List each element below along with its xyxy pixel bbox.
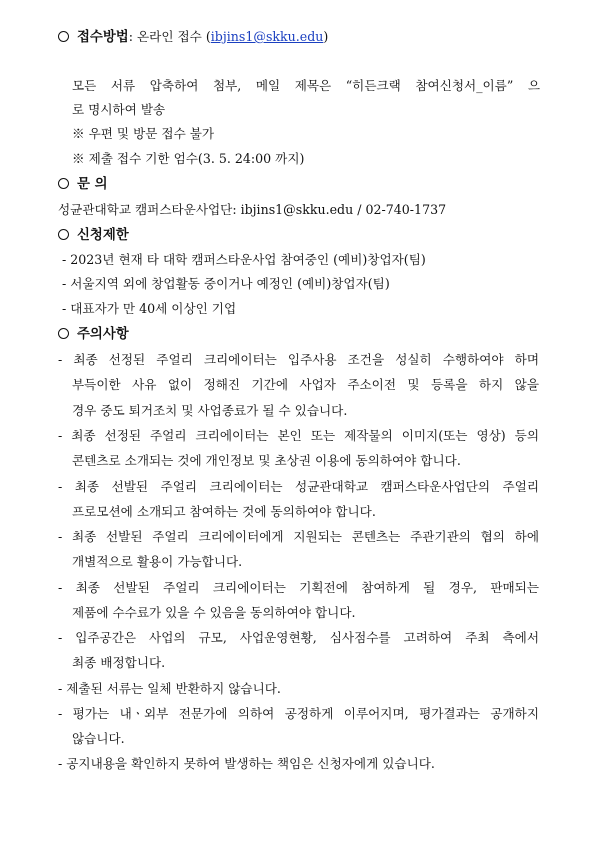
method-heading-suffix: : 온라인 접수 ( — [128, 29, 211, 44]
caution-item: - 최종 선정된 주얼리 크리에이터는 입주사용 조건을 성실히 수행하여야 하며 — [58, 352, 539, 367]
restriction-item: - 2023년 현재 타 대학 캠퍼스타운사업 참여중인 (예비)창업자(팀) — [62, 252, 426, 267]
caution-item: - 최종 선발된 주얼리 크리에이터에게 지원되는 콘텐츠는 주관기관의 협의 하에 — [58, 529, 539, 544]
method-body-line2: 로 명시하여 발송 — [72, 102, 166, 117]
hollow-circle-bullet-icon — [58, 178, 69, 189]
restriction-item: - 서울지역 외에 창업활동 중이거나 예정인 (예비)창업자(팀) — [62, 276, 390, 291]
caution-item: - 평가는 내ㆍ외부 전문가에 의하여 공정하게 이루어지며, 평가결과는 공개하지 — [58, 706, 539, 721]
caution-heading-line — [58, 326, 129, 342]
caution-item-cont: 제품에 수수료가 있을 수 있음을 동의하여야 합니다. — [72, 605, 356, 620]
caution-item-cont: 프로모션에 소개되고 참여하는 것에 동의하여야 합니다. — [72, 504, 376, 519]
restriction-item: - 대표자가 만 40세 이상인 기업 — [62, 301, 237, 316]
caution-item-cont: 경우 중도 퇴거조치 및 사업종료가 될 수 있습니다. — [72, 403, 348, 418]
restriction-heading: 신청제한 — [77, 227, 129, 243]
caution-item: - 최종 선발된 주얼리 크리에이터는 성균관대학교 캠퍼스타운사업단의 주얼리 — [58, 479, 539, 494]
caution-item-cont: 않습니다. — [72, 731, 125, 746]
hollow-circle-bullet-icon — [58, 229, 69, 240]
inquiry-contact: 성균관대학교 캠퍼스타운사업단: ibjins1@skku.edu / 02-740-1737 — [58, 202, 447, 217]
method-heading: 접수방법 — [77, 29, 129, 45]
restriction-heading-line — [58, 227, 129, 243]
method-note-1: ※ 우편 및 방문 접수 불가 — [72, 126, 215, 141]
method-body-line1: 모든 서류 압축하여 첨부, 메일 제목은 “히든크랙 참여신청서_이름” 으 — [72, 78, 540, 93]
caution-item: - 최종 선정된 주얼리 크리에이터는 본인 또는 제작물의 이미지(또는 영상) 등의 — [58, 428, 539, 443]
caution-item: - 입주공간은 사업의 규모, 사업운영현황, 심사점수를 고려하여 주최 측에서 — [58, 630, 539, 645]
method-note-2: ※ 제출 접수 기한 엄수(3. 5. 24:00 까지) — [72, 151, 305, 166]
caution-item: - 공지내용을 확인하지 못하여 발생하는 책임은 신청자에게 있습니다. — [58, 756, 435, 771]
caution-item-cont: 부득이한 사유 없이 정해진 기간에 사업자 주소이전 및 등록을 하지 않을 — [72, 377, 539, 392]
method-heading-line — [58, 29, 328, 45]
inquiry-heading: 문 의 — [77, 176, 108, 192]
email-link[interactable]: ibjins1@skku.edu — [210, 29, 324, 44]
caution-item-cont: 개별적으로 활용이 가능합니다. — [72, 554, 243, 569]
hollow-circle-bullet-icon — [58, 31, 69, 42]
method-close-paren: ) — [323, 29, 329, 44]
caution-item-cont: 콘텐츠로 소개되는 것에 개인정보 및 초상권 이용에 동의하여야 합니다. — [72, 453, 461, 468]
inquiry-heading-line — [58, 176, 108, 192]
caution-item-cont: 최종 배정합니다. — [72, 655, 166, 670]
caution-heading: 주의사항 — [77, 326, 129, 342]
caution-item: - 제출된 서류는 일체 반환하지 않습니다. — [58, 681, 281, 696]
caution-item: - 최종 선발된 주얼리 크리에이터는 기획전에 참여하게 될 경우, 판매되는 — [58, 580, 539, 595]
hollow-circle-bullet-icon — [58, 328, 69, 339]
